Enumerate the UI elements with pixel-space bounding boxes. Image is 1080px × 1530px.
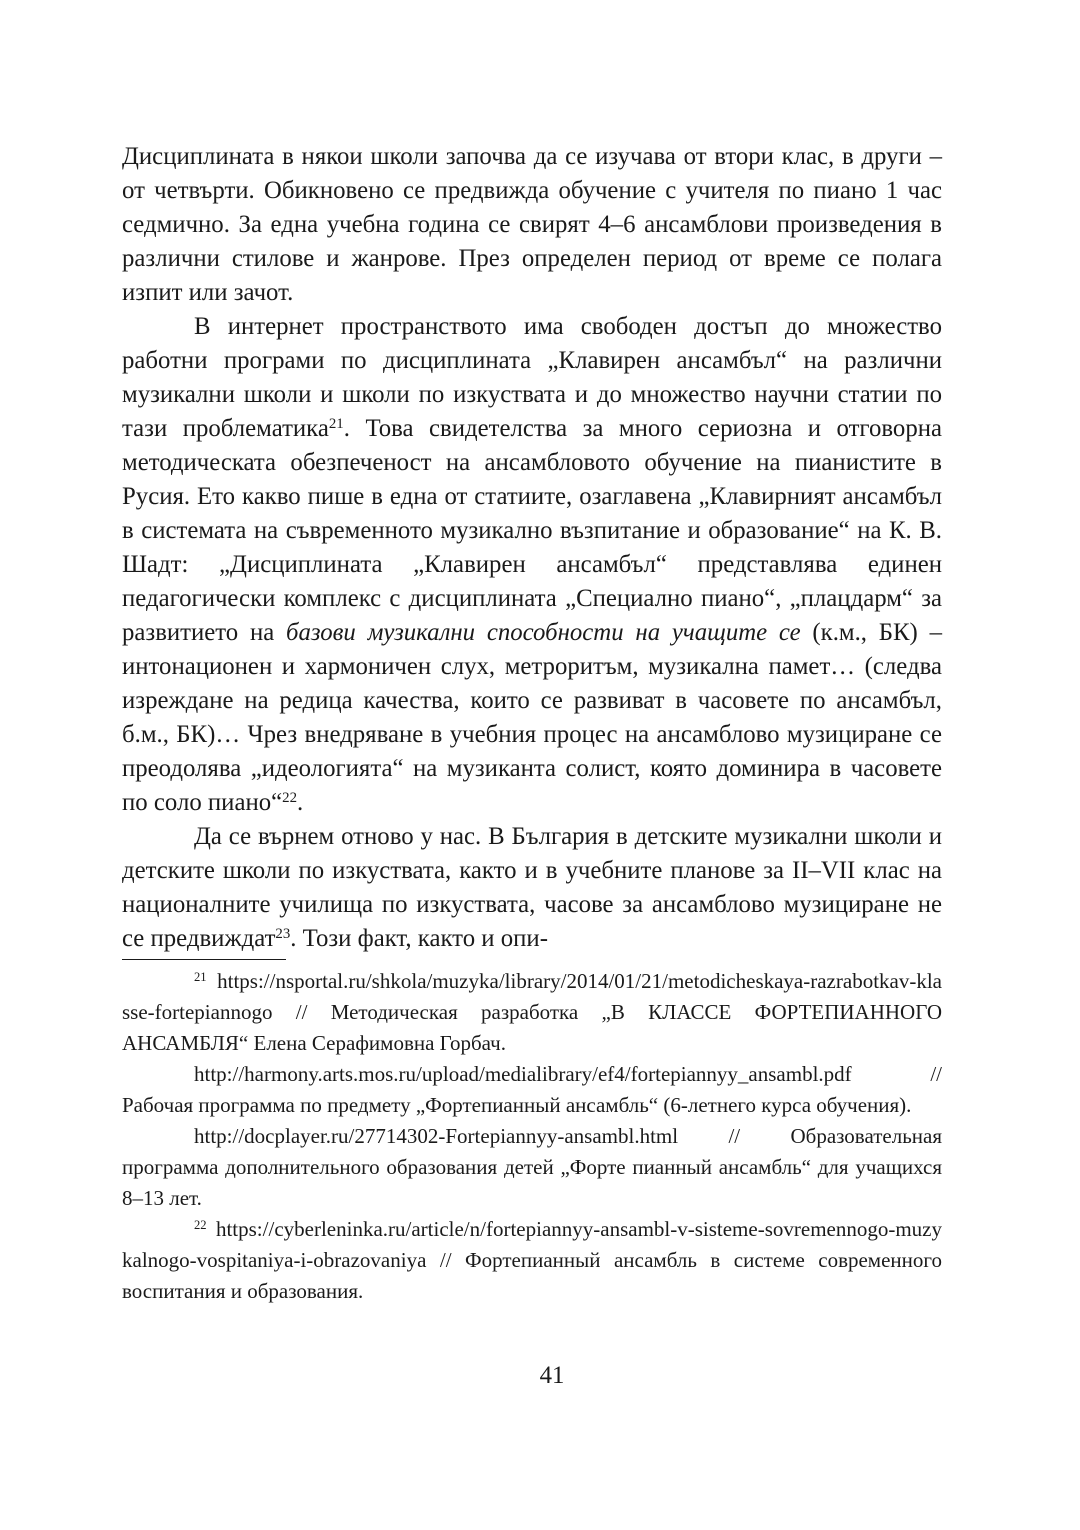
footnote-ref-23[interactable]: 23 xyxy=(275,925,291,942)
paragraph-2 xyxy=(122,310,942,820)
footnote-ref-22[interactable]: 22 xyxy=(282,789,297,806)
footnote-separator xyxy=(122,959,286,960)
footnote-22 xyxy=(122,1214,942,1307)
footnote-number-22: 22 xyxy=(194,1218,207,1233)
footnote-21 xyxy=(122,966,942,1059)
footnote-21-text: // Методическая разработка „В КЛАССЕ ФОРТЕПИАННОГО АНСАМБЛЯ“ Елена Серафимовна Горбач. xyxy=(122,1000,942,1055)
paragraph-2-part-b: . Това свидетелства за много сериозна и отговорна методическата обезпеченост на ансамбловото обучение на пианистите в Русия. Ето какво пише в една от статиите, озаглавена „Клавирният ансамбъл в системата на съвременното музикално възпитание и образование“ на К. В. Шадт: „Дисциплината „Клавирен ансамбъл“ представлява единен педагогически комплекс с дисциплината „Специално пиано“, „плацдарм“ за развитието на xyxy=(122,415,942,646)
footnote-21c-link[interactable]: http://docplayer.ru/27714302-Fortepiannyy-ansambl.html xyxy=(194,1124,679,1148)
paragraph-2-part-d: . xyxy=(297,789,304,816)
paragraph-2-part-a: В интернет пространството има свободен достъп до множество работни програми по дисциплината „Клавирен ансамбъл“ на различни музикални школи и школи по изкуствата и до множество научни статии по тази проблематика xyxy=(122,313,942,442)
paragraph-3-part-a: Да се върнем отново у нас. В България в детските музикални школи и детските школи по изкуствата, както и в учебните планове за II–VII клас на националните училища по изкуствата, часове за ансамблово музициране не се предвиждат xyxy=(122,823,942,952)
footnotes xyxy=(122,966,942,1307)
footnote-22-link[interactable]: https://cyberleninka.ru/article/n/fortepiannyy-ansambl-v-sisteme-sovremennogo-muzykalnogo-vospitaniya-i-obrazovaniya xyxy=(122,1217,942,1272)
paragraph-3-part-b: . Този факт, както и опи- xyxy=(290,925,548,952)
footnote-ref-21[interactable]: 21 xyxy=(328,415,344,432)
paragraph-2-part-c: (к.м., БК) – интонационен и хармоничен слух, метроритъм, музикална памет… (следва изреждане на редица качества, които се развиват в часовете по ансамбъл, б.м., БК)… Чрез внедряване в учебния процес на ансамблово музициране се преодолява „идеологията“ на музиканта солист, която доминира в часовете по соло пиано“ xyxy=(122,619,942,816)
footnote-21c-text: // Образовательная программа дополнительного образования детей „Форте пианный ансамбль“ для учащихся 8–13 лет. xyxy=(122,1124,942,1210)
footnote-number-21: 21 xyxy=(194,970,207,985)
page-number: 41 xyxy=(539,1362,565,1389)
body-text xyxy=(122,140,942,956)
footnote-21c xyxy=(122,1121,942,1214)
paragraph-3 xyxy=(122,820,942,956)
emphasis-text: базови музикални способности на учащите се xyxy=(286,619,801,646)
paragraph-1: Дисциплината в някои школи започва да се изучава от втори клас, в други – от четвърти. Обикновено се предвижда обучение с учителя по пиано 1 час седмично. За една учебна година се свирят 4–6 ансамблови произведения в различни стилове и жанрове. През определен период от време се полага изпит или зачот. xyxy=(122,143,942,306)
footnote-21b-text: // Рабочая программа по предмету „Фортепианный ансамбль“ (6-летнего курса обучения). xyxy=(122,1062,942,1117)
footnote-22-text: // Фортепианный ансамбль в системе современного воспитания и образования. xyxy=(122,1248,942,1303)
footnote-21b xyxy=(122,1059,942,1121)
footnote-21b-link[interactable]: http://harmony.arts.mos.ru/upload/medialibrary/ef4/fortepiannyy_ansambl.pdf xyxy=(194,1062,852,1086)
footnote-21-link[interactable]: https://nsportal.ru/shkola/muzyka/library/2014/01/21/metodicheskaya-razrabotkav-klasse-fortepiannogo xyxy=(122,969,942,1024)
page-content xyxy=(122,140,942,1307)
